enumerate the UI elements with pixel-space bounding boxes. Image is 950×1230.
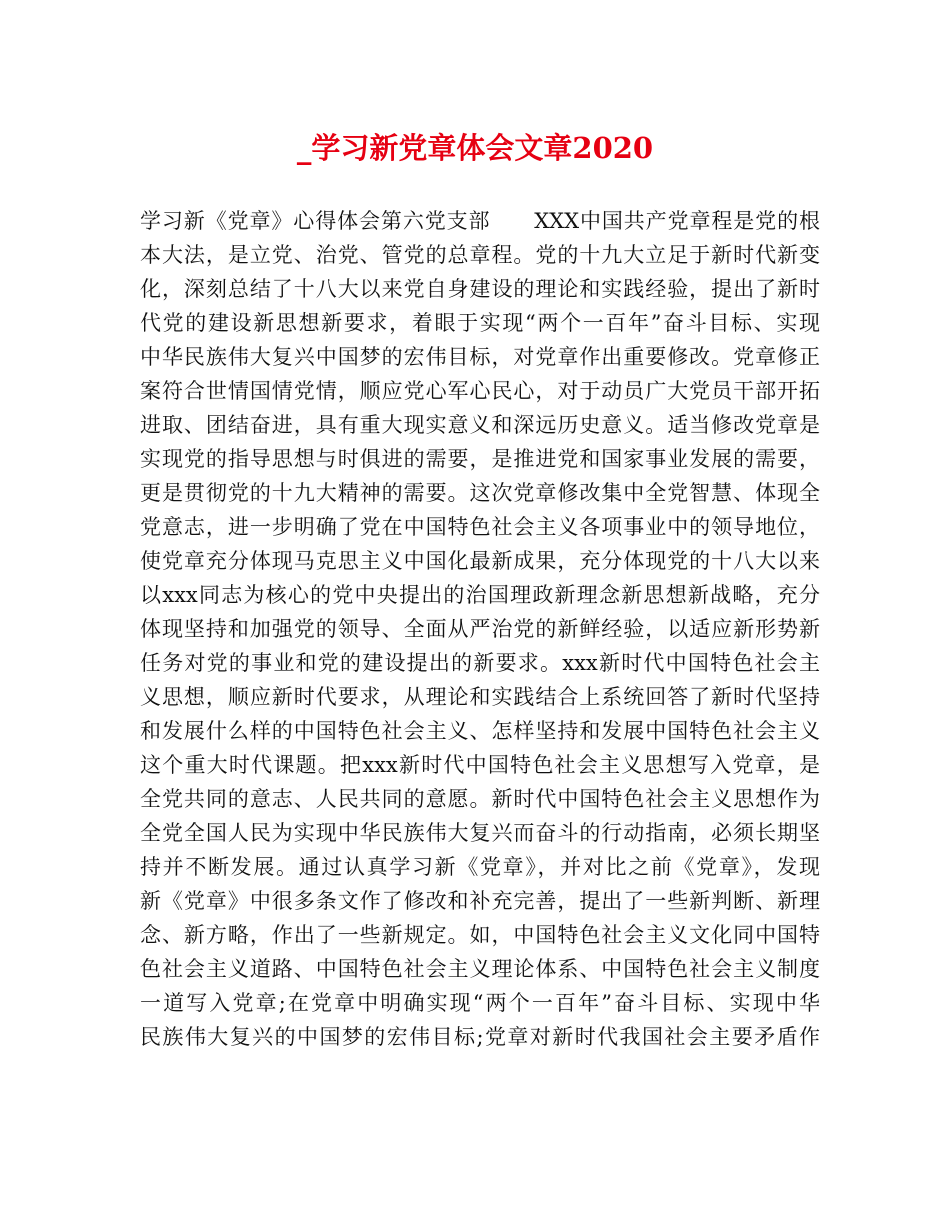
body-line: 化，深刻总结了十八大以来党自身建设的理论和实践经验，提出了新时 xyxy=(140,277,820,301)
body-line: 进取、团结奋进，具有重大现实意义和深远历史意义。适当修改党章是 xyxy=(140,413,820,437)
body-line: 任务对党的事业和党的建设提出的新要求。xxx新时代中国特色社会主 xyxy=(140,651,820,675)
body-line: 持并不断发展。通过认真学习新《党章》，并对比之前《党章》，发现 xyxy=(140,855,820,879)
body-line: 民族伟大复兴的中国梦的宏伟目标;党章对新时代我国社会主要矛盾作 xyxy=(140,1025,820,1049)
body-line: 新《党章》中很多条文作了修改和补充完善，提出了一些新判断、新理 xyxy=(140,889,820,913)
body-line: 这个重大时代课题。把xxx新时代中国特色社会主义思想写入党章，是 xyxy=(140,753,820,777)
body-line: 本大法，是立党、治党、管党的总章程。党的十九大立足于新时代新变 xyxy=(140,243,820,267)
body-line: 色社会主义道路、中国特色社会主义理论体系、中国特色社会主义制度 xyxy=(140,957,820,981)
body-line: 和发展什么样的中国特色社会主义、怎样坚持和发展中国特色社会主义 xyxy=(140,719,820,743)
body-line: 党意志，进一步明确了党在中国特色社会主义各项事业中的领导地位， xyxy=(140,515,820,539)
body-line: 念、新方略，作出了一些新规定。如，中国特色社会主义文化同中国特 xyxy=(140,923,820,947)
body-line: 体现坚持和加强党的领导、全面从严治党的新鲜经验，以适应新形势新 xyxy=(140,617,820,641)
document-title: _学习新党章体会文章2020 xyxy=(296,131,654,165)
body-line: 全党共同的意志、人民共同的意愿。新时代中国特色社会主义思想作为 xyxy=(140,787,820,811)
body-line: 更是贯彻党的十九大精神的需要。这次党章修改集中全党智慧、体现全 xyxy=(140,481,820,505)
body-line: 案符合世情国情党情，顺应党心军心民心，对于动员广大党员干部开拓 xyxy=(140,379,820,403)
body-line: 实现党的指导思想与时俱进的需要，是推进党和国家事业发展的需要， xyxy=(140,447,820,471)
document-body xyxy=(140,204,820,1054)
body-line: 代党的建设新思想新要求，着眼于实现“两个一百年”奋斗目标、实现 xyxy=(140,311,820,335)
body-line: 中华民族伟大复兴中国梦的宏伟目标，对党章作出重要修改。党章修正 xyxy=(140,345,820,369)
body-line: 使党章充分体现马克思主义中国化最新成果，充分体现党的十八大以来 xyxy=(140,549,820,573)
body-line: 义思想，顺应新时代要求，从理论和实践结合上系统回答了新时代坚持 xyxy=(140,685,820,709)
body-line: 一道写入党章;在党章中明确实现“两个一百年”奋斗目标、实现中华 xyxy=(140,991,820,1015)
body-line: 以xxx同志为核心的党中央提出的治国理政新理念新思想新战略，充分 xyxy=(140,583,820,607)
body-line: 全党全国人民为实现中华民族伟大复兴而奋斗的行动指南，必须长期坚 xyxy=(140,821,820,845)
body-line: 学习新《党章》心得体会第六党支部 XXX中国共产党章程是党的根 xyxy=(140,209,820,233)
